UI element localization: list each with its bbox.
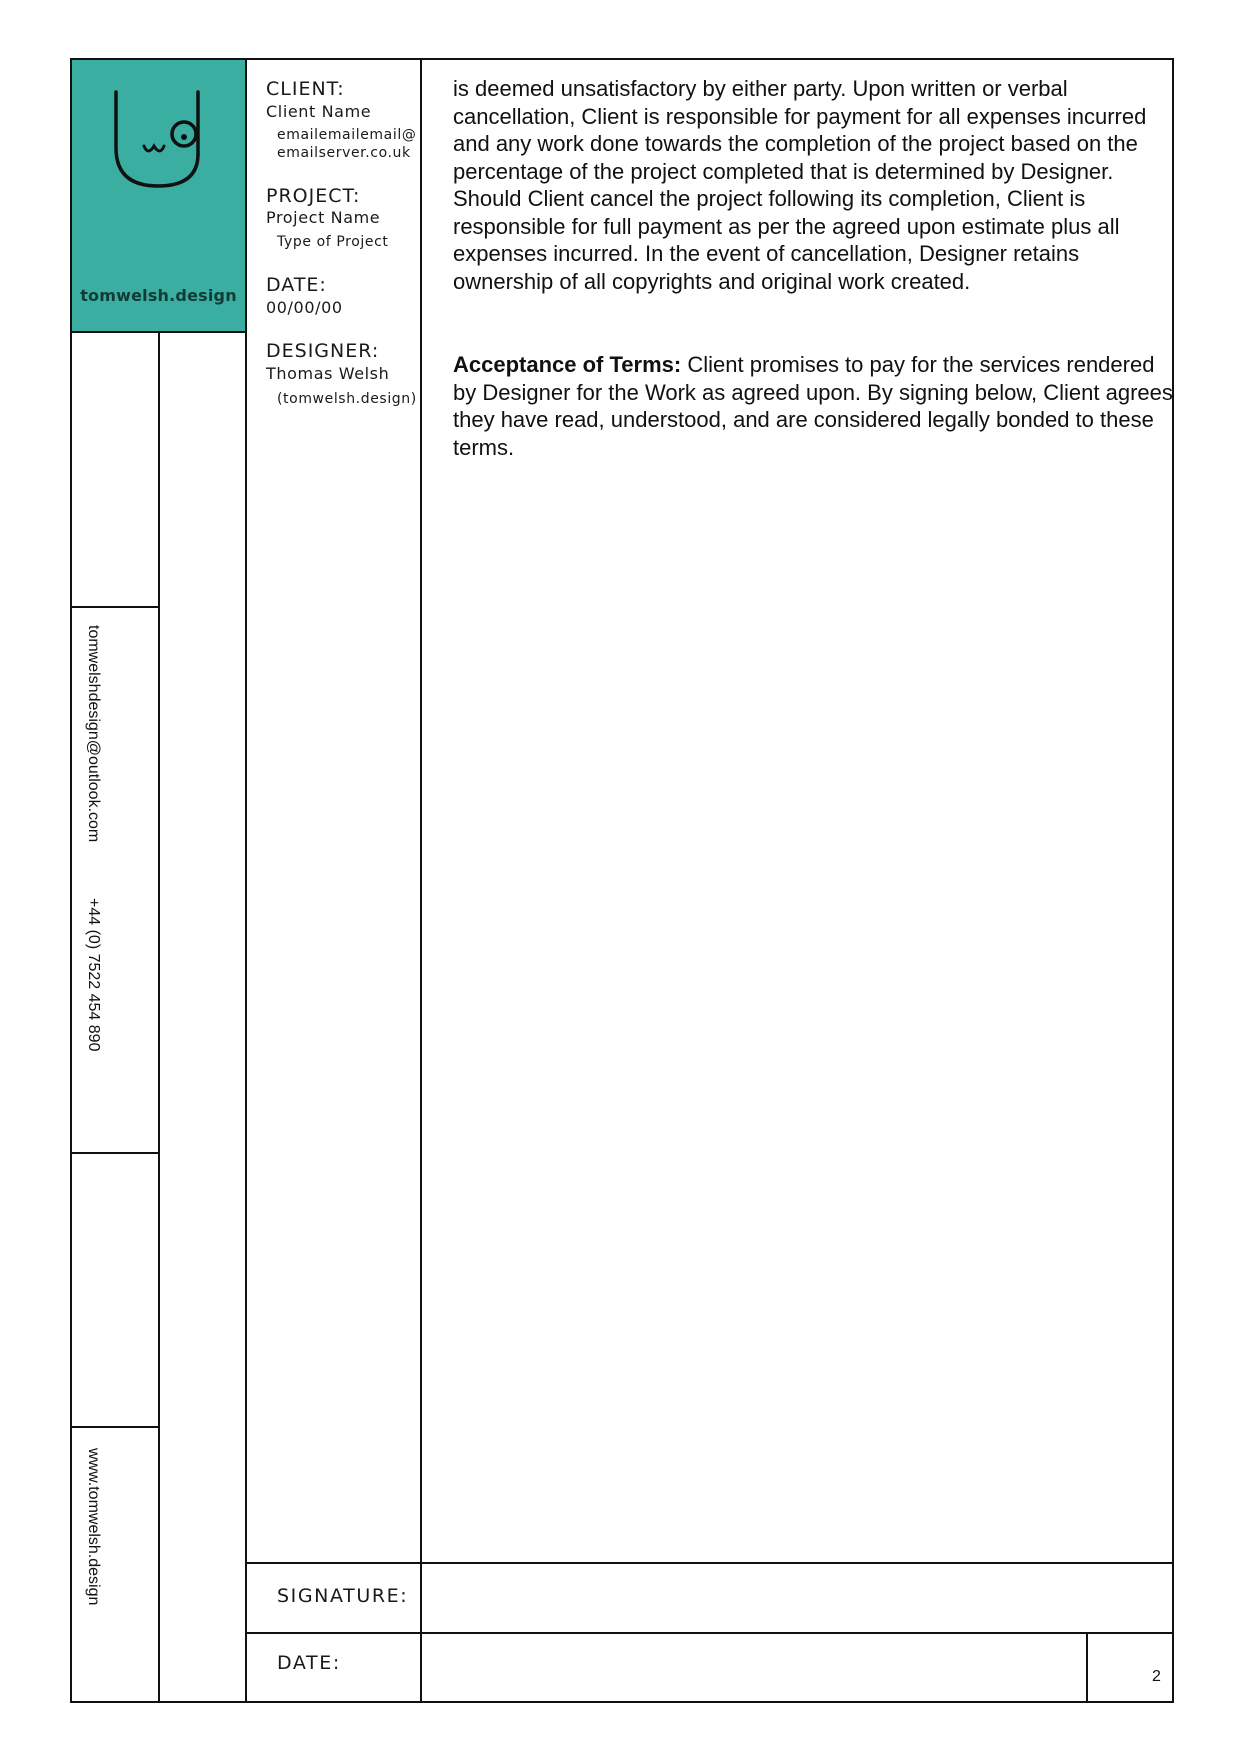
divider bbox=[72, 1152, 160, 1154]
client-heading: CLIENT: bbox=[266, 78, 345, 100]
sidebar-phone: +44 (0) 7522 454 890 bbox=[85, 898, 102, 1052]
logo-panel bbox=[72, 60, 245, 331]
terms-paragraph bbox=[453, 351, 1173, 461]
date-value: 00/00/00 bbox=[266, 298, 343, 317]
page-number: 2 bbox=[1152, 1668, 1161, 1685]
terms-text: Client promises to pay for the services rendered by Designer for the Work as agreed upon. By signing below, Client agrees they have read, understood, and are considered legally bonded to these terms. bbox=[453, 352, 1173, 460]
sidebar-email: tomwelshdesign@outlook.com bbox=[85, 625, 102, 843]
divider bbox=[420, 60, 422, 1701]
footer-date-label: DATE: bbox=[277, 1652, 341, 1674]
client-name: Client Name bbox=[266, 102, 372, 121]
project-heading: PROJECT: bbox=[266, 185, 361, 207]
sidebar-website: www.tomwelsh.design bbox=[85, 1448, 102, 1606]
divider bbox=[245, 60, 247, 1701]
body-paragraph: is deemed unsatisfactory by either party. Upon written or verbal cancellation, Client is responsible for payment for all expenses incurred and any work done towards the completion of the project based on the percentage of the project completed that is determined by Designer. Should Client cancel the project following its completion, Client is responsible for full payment as per the agreed upon estimate plus all expenses incurred. In the event of cancellation, Designer retains ownership of all copyrights and original work created. bbox=[453, 76, 1147, 294]
divider bbox=[245, 1632, 1172, 1634]
logo-icon bbox=[112, 88, 204, 216]
divider bbox=[72, 606, 160, 608]
project-name: Project Name bbox=[266, 208, 381, 227]
divider bbox=[1086, 1634, 1088, 1701]
divider bbox=[72, 1426, 160, 1428]
divider bbox=[158, 331, 160, 1701]
client-email-line1: emailemailemail@ bbox=[277, 127, 417, 143]
project-type: Type of Project bbox=[277, 234, 389, 250]
signature-label: SIGNATURE: bbox=[277, 1585, 409, 1607]
terms-heading: Acceptance of Terms: bbox=[453, 352, 682, 377]
designer-name: Thomas Welsh bbox=[266, 364, 390, 383]
divider bbox=[72, 331, 247, 333]
designer-handle: (tomwelsh.design) bbox=[277, 391, 417, 407]
divider bbox=[245, 1562, 1172, 1564]
date-heading: DATE: bbox=[266, 274, 327, 296]
designer-heading: DESIGNER: bbox=[266, 340, 380, 362]
logo-wordmark: tomwelsh.design bbox=[80, 286, 237, 305]
client-email-line2: emailserver.co.uk bbox=[277, 145, 411, 161]
